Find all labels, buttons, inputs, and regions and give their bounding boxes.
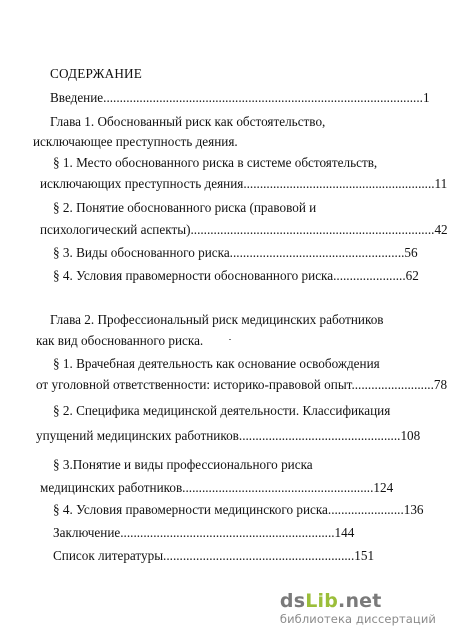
toc-line-ch2-sec2-page: упущений медицинских работников.................................................108 [36, 428, 421, 443]
toc-line-ch1-sec1-page: исключающих преступность деяния..........................................................11 [40, 176, 448, 191]
logo-ds: ds [279, 590, 306, 612]
dslib-watermark [280, 591, 436, 626]
toc-heading: СОДЕРЖАНИЕ [50, 66, 143, 81]
watermark-subtitle: библиотека диссертаций [279, 612, 436, 626]
toc-line-ch2-sec3-page: медицинских работников..........................................................124 [40, 480, 394, 495]
toc-line-ch2-sec3-title: § 3.Понятие и виды профессионального риска [53, 457, 313, 472]
toc-line-chapter-2-title: Глава 2. Профессиональный риск медицинских работников [50, 312, 384, 327]
toc-line-chapter-1-subtitle: исключающее преступность деяния. [33, 134, 238, 149]
logo-net: .net [338, 590, 382, 612]
toc-line-ch2-sec1-title: § 1. Врачебная деятельность как основание освобождения [53, 356, 380, 371]
toc-line-conclusion: Заключение.................................................................144 [53, 525, 355, 540]
toc-line-ch1-sec3: § 3. Виды обоснованного риска.....................................................56 [53, 245, 418, 260]
toc-line-introduction: Введение.................................................................................................1 [50, 90, 430, 105]
toc-line-bibliography: Список литературы..........................................................151 [53, 548, 375, 563]
toc-line-ch2-sec4: § 4. Условия правомерности медицинского риска.......................136 [53, 502, 424, 517]
toc-line-chapter-2-subtitle: как вид обоснованного риска. [36, 333, 204, 348]
toc-line-ch1-sec1-title: § 1. Место обоснованного риска в системе обстоятельств, [53, 155, 378, 170]
toc-line-ch2-sec2-title: § 2. Специфика медицинской деятельности. Классификация [53, 403, 391, 418]
logo-lib: Lib [305, 590, 339, 612]
scan-speck [229, 339, 231, 340]
toc-line-ch1-sec2-page: психологический аспекты)..........................................................................42 [40, 222, 448, 237]
toc-line-ch1-sec2-title: § 2. Понятие обоснованного риска (правовой и [53, 200, 317, 215]
dslib-logo [280, 591, 436, 611]
toc-line-ch1-sec4: § 4. Условия правомерности обоснованного риска......................62 [53, 268, 419, 283]
toc-line-ch2-sec1-page: от уголовной ответственности: историко-правовой опыт.........................78 [36, 377, 448, 392]
toc-line-chapter-1-title: Глава 1. Обоснованный риск как обстоятельство, [50, 114, 326, 129]
